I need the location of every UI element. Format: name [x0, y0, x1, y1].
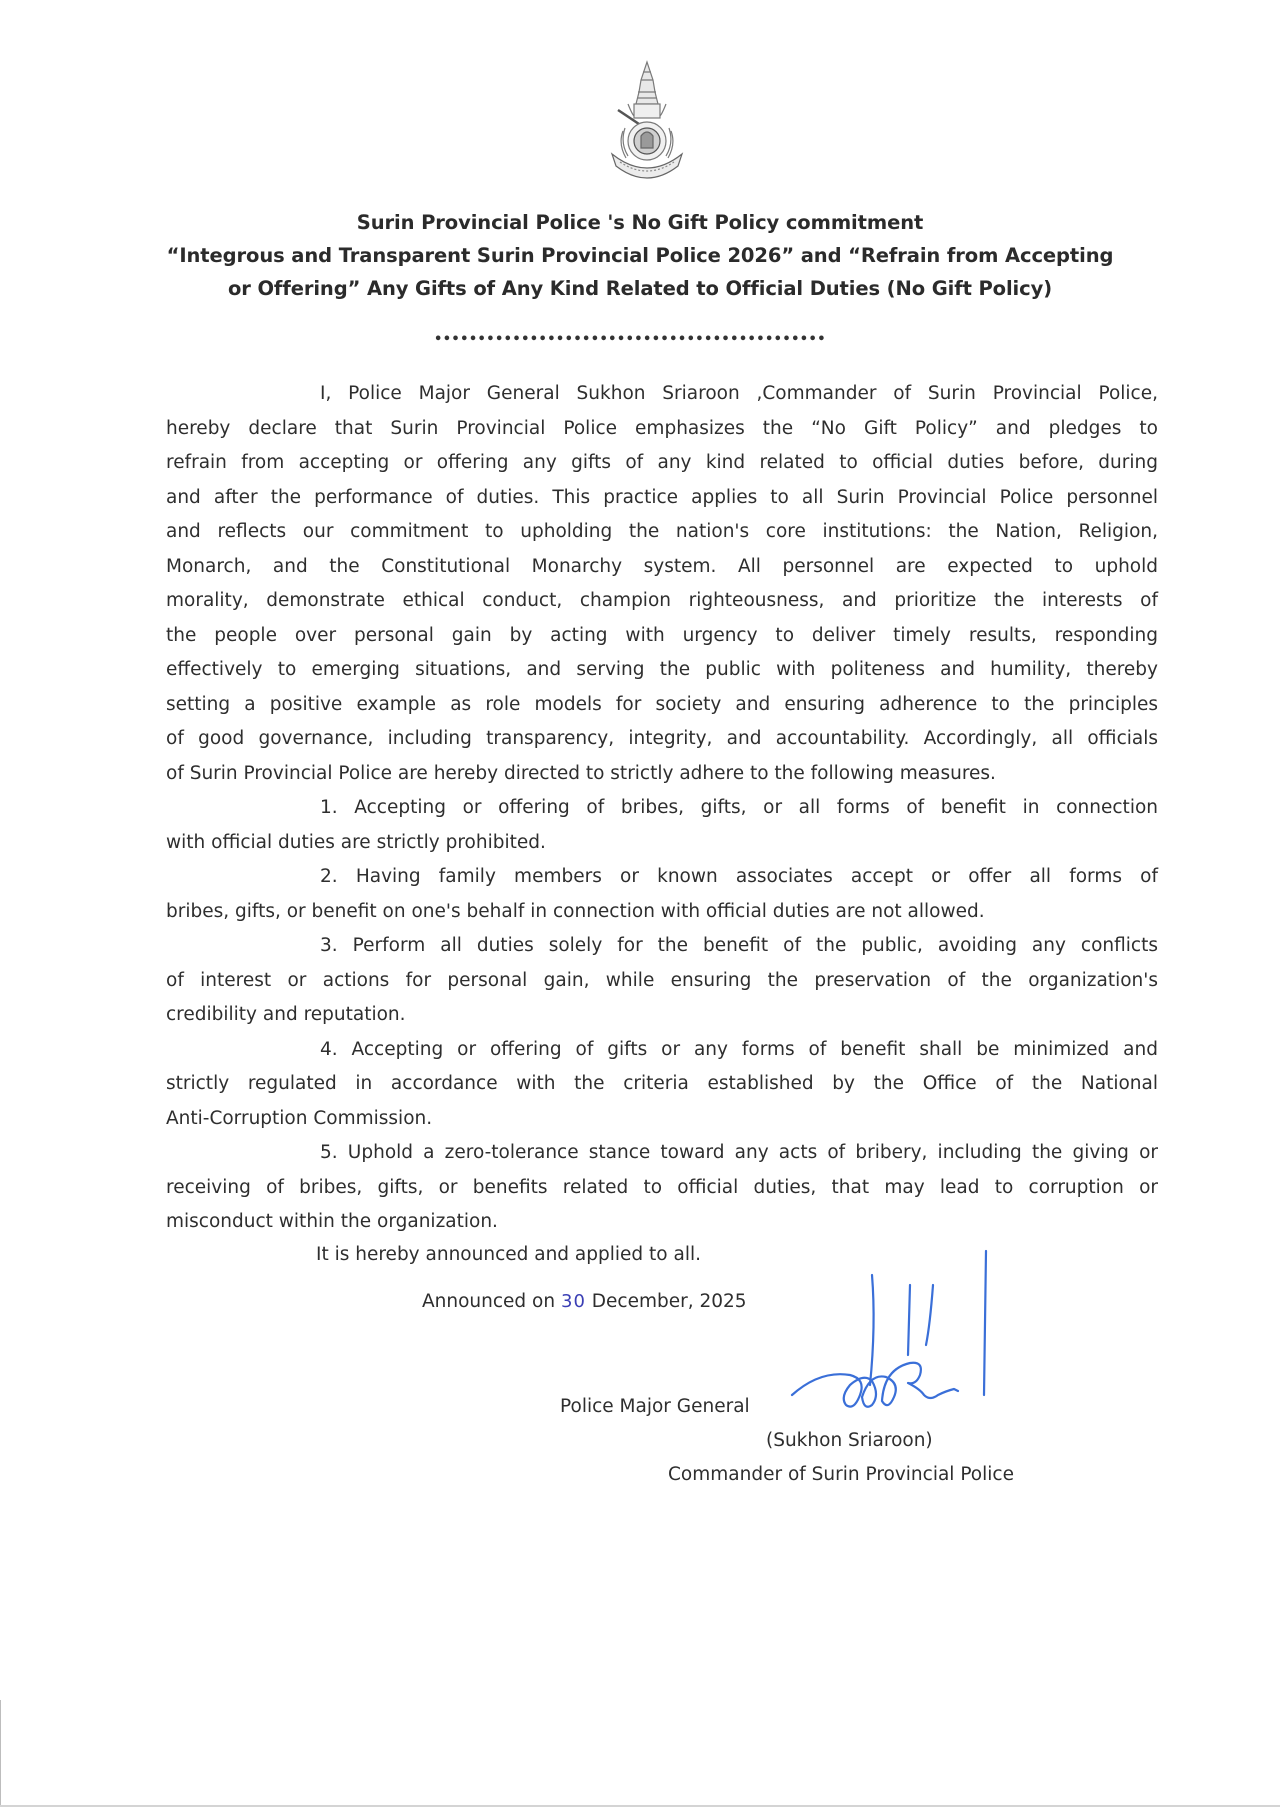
measure-4: 4. Accepting or offering of gifts or any forms of benefit shall be minimized and [320, 1038, 1158, 1060]
title-line-1: Surin Provincial Police 's No Gift Policy commitment [356, 211, 924, 234]
announcement-date [422, 1291, 747, 1312]
body-line: of good governance, including transparency, integrity, and accountability. Accordingly, all officials [166, 728, 1158, 749]
measure-5-cont: misconduct within the organization. [166, 1211, 498, 1232]
announcement-text: It is hereby announced and applied to all. [316, 1244, 701, 1265]
separator-dots: ••••••••••••••••••••••••••••••••••••••••••••• [434, 332, 826, 347]
body-line: I, Police Major General Sukhon Sriaroon ,Commander of Surin Provincial Police, [320, 383, 1158, 404]
signature-icon [790, 1245, 1000, 1425]
body-line: effectively to emerging situations, and serving the public with politeness and humility, thereby [166, 659, 1158, 680]
date-rest: December, 2025 [591, 1291, 747, 1312]
measure-1: 1. Accepting or offering of bribes, gifts, or all forms of benefit in connection [320, 797, 1158, 818]
measure-3-cont: of interest or actions for personal gain, while ensuring the preservation of the organization's [166, 969, 1158, 991]
body-line: Monarch, and the Constitutional Monarchy system. All personnel are expected to uphold [166, 555, 1158, 577]
body-line: and reflects our commitment to upholding the nation's core institutions: the Nation, Religion, [166, 521, 1158, 542]
measure-3-cont: credibility and reputation. [166, 1004, 406, 1025]
scan-edge [0, 1805, 1280, 1807]
signatory-name: (Sukhon Sriaroon) [766, 1430, 933, 1451]
body-line: setting a positive example as role models for society and ensuring adherence to the principles [166, 693, 1158, 715]
signatory-rank: Police Major General [560, 1396, 750, 1417]
body-line: of Surin Provincial Police are hereby directed to strictly adhere to the following measures. [166, 762, 996, 784]
body-line: refrain from accepting or offering any gifts of any kind related to official duties before, during [166, 452, 1158, 473]
measure-4-cont: Anti-Corruption Commission. [166, 1107, 433, 1129]
body-line: the people over personal gain by acting with urgency to deliver timely results, responding [166, 624, 1158, 646]
document-title [140, 206, 1140, 305]
police-emblem-icon [608, 58, 686, 180]
measure-2: 2. Having family members or known associates accept or offer all forms of [320, 866, 1158, 887]
measure-5: 5. Uphold a zero-tolerance stance toward any acts of bribery, including the giving or [320, 1142, 1158, 1163]
body-line: and after the performance of duties. This practice applies to all Surin Provincial Police personnel [166, 486, 1158, 508]
body-line: morality, demonstrate ethical conduct, champion righteousness, and prioritize the interests of [166, 590, 1158, 611]
measure-3: 3. Perform all duties solely for the benefit of the public, avoiding any conflicts [320, 935, 1158, 956]
signatory-position: Commander of Surin Provincial Police [668, 1464, 1014, 1485]
date-day-handwritten: 30 [561, 1291, 586, 1312]
title-line-2: “Integrous and Transparent Surin Provincial Police 2026” and “Refrain from Accepting [166, 244, 1114, 267]
date-prefix: Announced on [422, 1291, 556, 1312]
scan-edge [0, 1700, 1, 1806]
measure-4-cont: strictly regulated in accordance with the criteria established by the Office of the National [166, 1073, 1158, 1094]
body-line: hereby declare that Surin Provincial Police emphasizes the “No Gift Policy” and pledges to [166, 417, 1158, 439]
declaration-body [166, 377, 1158, 1240]
measure-2-cont: bribes, gifts, or benefit on one's behalf in connection with official duties are not allowed. [166, 900, 985, 922]
measure-5-cont: receiving of bribes, gifts, or benefits related to official duties, that may lead to corruption or [166, 1176, 1158, 1198]
measure-1-cont: with official duties are strictly prohibited. [166, 831, 546, 853]
title-line-3: or Offering” Any Gifts of Any Kind Related to Official Duties (No Gift Policy) [227, 277, 1053, 300]
